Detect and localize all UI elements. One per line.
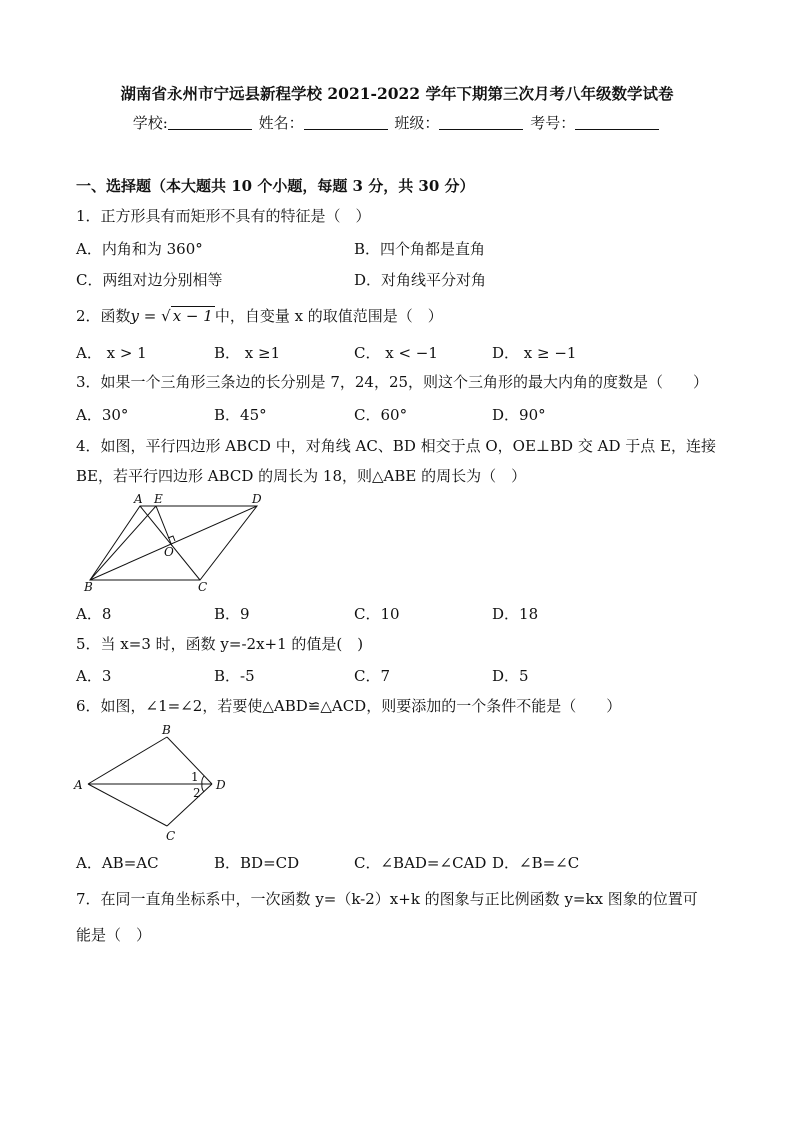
q4-segment-oe: [156, 506, 172, 546]
q1-option-d[interactable]: D．对角线平分对角: [354, 271, 487, 289]
q2-option-d[interactable]: D． x ≥ −1: [492, 344, 577, 362]
q4-option-d[interactable]: D．18: [492, 605, 539, 623]
q6-option-a[interactable]: A．AB=AC: [76, 854, 159, 872]
q7-stem-line2: 能是（ ）: [76, 926, 152, 944]
q2-stem-post: 中，自变量 x 的取值范围是（ ）: [214, 307, 443, 325]
q4-label-c: C: [198, 580, 208, 594]
q6-label-c: C: [166, 829, 176, 843]
q6-segment-cd: [167, 784, 212, 826]
exam-title: 湖南省永州市宁远县新程学校 2021-2022 学年下期第三次月考八年级数学试卷: [120, 84, 674, 103]
q2-radicand: x − 1: [172, 307, 213, 325]
q1-stem: 1．正方形具有而矩形不具有的特征是（ ）: [76, 207, 371, 225]
q4-diagonal-ac: [140, 506, 200, 580]
q6-segment-ab: [88, 737, 167, 784]
q6-stem: 6．如图，∠1=∠2，若要使△ABD≌△ACD，则要添加的一个条件不能是（ ）: [76, 697, 622, 715]
q4-label-d: D: [252, 494, 262, 506]
q1-option-a[interactable]: A．内角和为 360°: [76, 240, 203, 258]
q3-stem: 3．如果一个三角形三条边的长分别是 7，24，25，则这个三角形的最大内角的度数是（ ）: [76, 373, 709, 391]
q4-label-e: E: [154, 494, 163, 506]
section-heading: 一、选择题（本大题共 10 个小题，每题 3 分，共 30 分）: [76, 177, 475, 195]
q6-segment-ac: [88, 784, 167, 826]
q6-option-c[interactable]: C．∠BAD=∠CAD: [354, 854, 487, 872]
q6-segment-bd: [167, 737, 212, 784]
q2-option-c[interactable]: C． x < −1: [354, 344, 438, 362]
q5-option-a[interactable]: A．3: [76, 667, 112, 685]
q4-label-o: O: [164, 545, 174, 559]
q6-label-d: D: [216, 778, 226, 792]
q2-stem-pre: 2．函数: [76, 307, 131, 325]
q2-stem: 2．函数y = √ x − 1 中，自变量 x 的取值范围是（ ）: [76, 307, 443, 325]
q4-parallelogram-figure: [80, 494, 280, 594]
q6-angle-arc-2: [202, 784, 204, 792]
q5-option-b[interactable]: B．-5: [214, 667, 255, 685]
school-blank[interactable]: [168, 115, 252, 130]
q4-label-b: B: [84, 580, 93, 594]
q3-option-b[interactable]: B．45°: [214, 406, 267, 424]
q5-option-d[interactable]: D．5: [492, 667, 529, 685]
q2-function: y =: [130, 307, 162, 325]
exam-no-blank[interactable]: [575, 115, 659, 130]
q6-option-b[interactable]: B．BD=CD: [214, 854, 300, 872]
q4-segment-be: [90, 506, 156, 580]
q3-option-c[interactable]: C．60°: [354, 406, 408, 424]
class-blank[interactable]: [439, 115, 523, 130]
q6-angle-label-1: 1: [191, 770, 199, 784]
q4-option-c[interactable]: C．10: [354, 605, 400, 623]
q6-option-d[interactable]: D．∠B=∠C: [492, 854, 580, 872]
exam-no-label: 考号：: [530, 114, 576, 132]
school-label: 学校:: [132, 114, 168, 132]
q5-option-c[interactable]: C．7: [354, 667, 391, 685]
q6-label-a: A: [74, 778, 83, 792]
q1-option-b[interactable]: B．四个角都是直角: [354, 240, 486, 258]
q7-stem-line1: 7．在同一直角坐标系中，一次函数 y=（k-2）x+k 的图象与正比例函数 y=kx 图象的位置可: [76, 890, 698, 908]
class-label: 班级：: [394, 114, 440, 132]
q3-option-d[interactable]: D．90°: [492, 406, 546, 424]
q4-option-a[interactable]: A．8: [76, 605, 112, 623]
q2-option-b[interactable]: B． x ≥1: [214, 344, 281, 362]
name-label: 姓名：: [258, 114, 304, 132]
q1-option-c[interactable]: C．两组对边分别相等: [76, 271, 223, 289]
q2-option-a[interactable]: A． x > 1: [76, 344, 147, 362]
q6-angle-arc-1: [202, 776, 204, 784]
q4-label-a: A: [134, 494, 143, 506]
name-blank[interactable]: [304, 115, 388, 130]
q4-stem-line1: 4．如图，平行四边形 ABCD 中，对角线 AC、BD 相交于点 O，OE⊥BD 交 AD 于点 E，连接: [76, 437, 716, 455]
q4-option-b[interactable]: B．9: [214, 605, 250, 623]
q6-label-b: B: [162, 723, 171, 737]
student-info-line: [0, 112, 794, 133]
q3-option-a[interactable]: A．30°: [76, 406, 129, 424]
q6-angle-label-2: 2: [193, 786, 201, 800]
q6-triangle-figure: [72, 722, 242, 847]
q5-stem: 5．当 x=3 时，函数 y=-2x+1 的值是( ): [76, 635, 364, 653]
q4-stem-line2: BE，若平行四边形 ABCD 的周长为 18，则△ABE 的周长为（ ）: [76, 467, 527, 485]
